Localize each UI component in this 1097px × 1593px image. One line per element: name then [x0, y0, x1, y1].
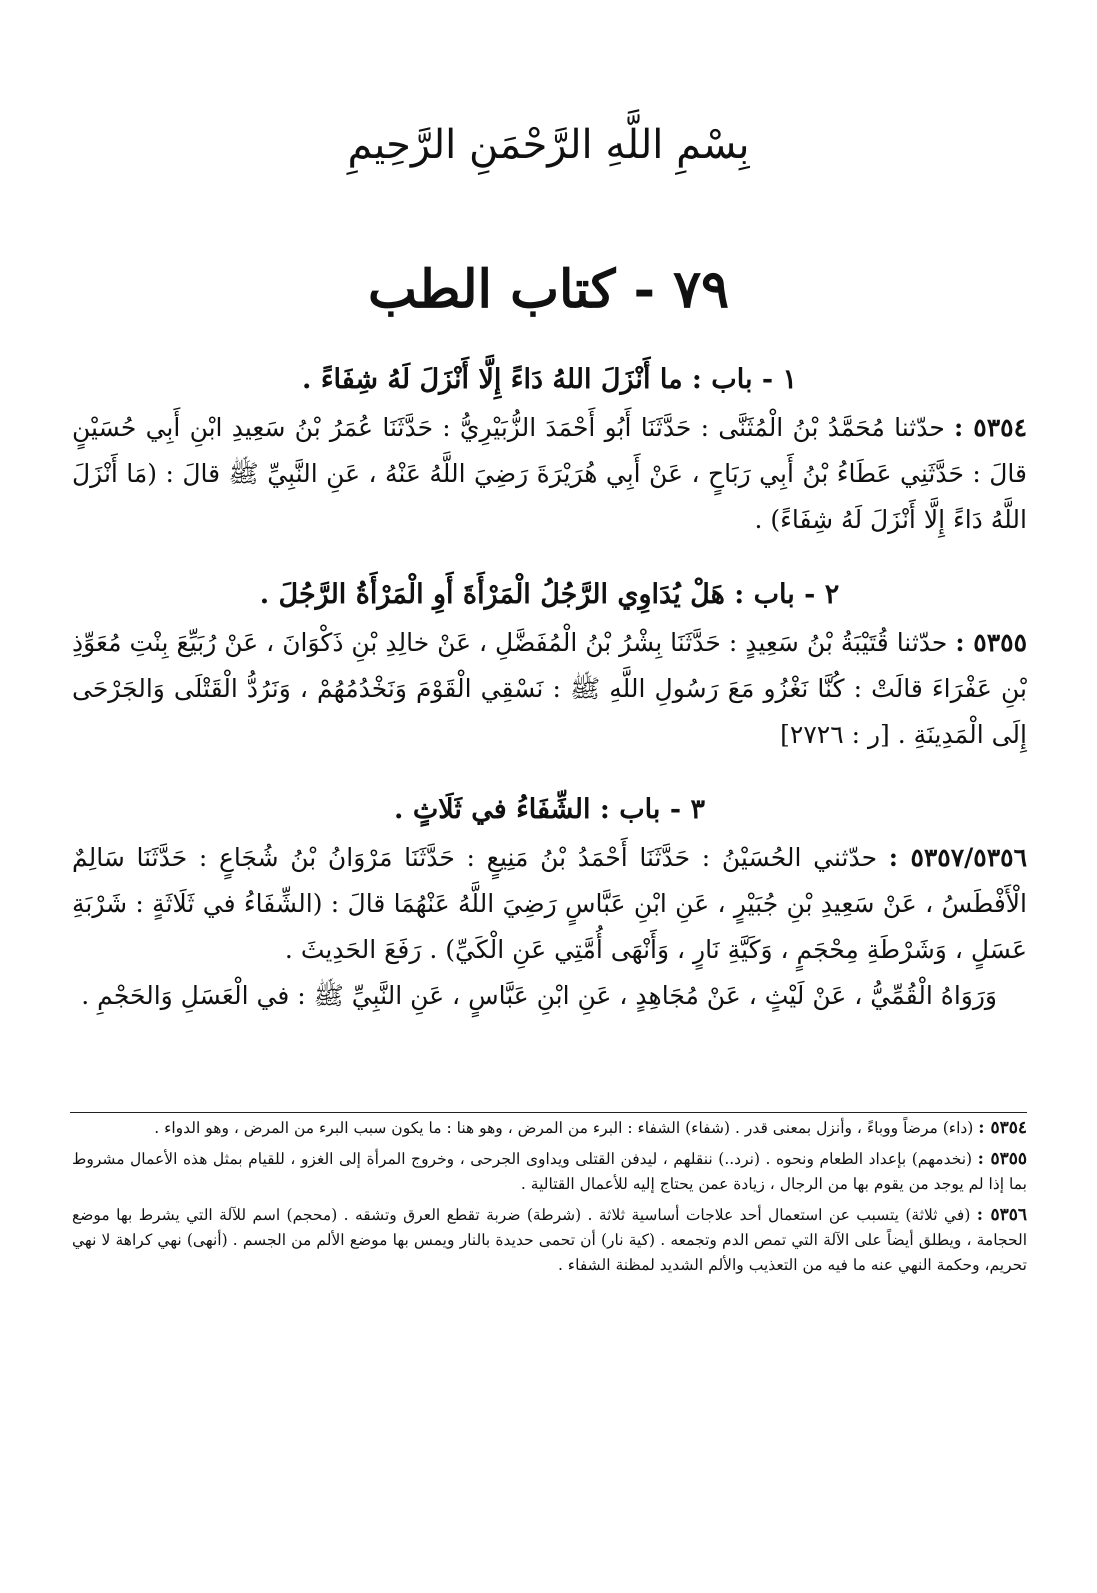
basmala-calligraphy: بِسْمِ اللَّهِ الرَّحْمَنِ الرَّحِيمِ [347, 122, 750, 168]
bab-heading: ٣ - باب : الشِّفَاءُ في ثَلَاثٍ . [394, 794, 705, 825]
footnote-number: ٥٣٥٤ : [978, 1118, 1027, 1138]
hadith-body: حدّثنا مُحَمَّدُ بْنُ الْمُثَنَّى : حَدَّثَنَا أَبُو أَحْمَدَ الزُّبَيْرِيُّ : حَدَّثَنَا عُمَرُ بْنُ سَعِيدِ ابْنِ أَبِي حُسَيْنٍ قالَ : حَدَّثَنِي عَطَاءُ بْنُ أَبِي رَبَاحٍ ، عَنْ أَبِي هُرَيْرَةَ رَضِيَ اللَّهُ عَنْهُ ، عَنِ النَّبِيِّ ﷺ قالَ : (مَا أَنْزَلَ اللَّهُ دَاءً إِلَّا أَنْزَلَ لَهُ شِفَاءً) . [72, 413, 1027, 534]
footnote-divider [70, 1112, 1027, 1113]
section-1 [72, 355, 1027, 543]
bab-heading: ٢ - باب : هَلْ يُدَاوِي الرَّجُلُ الْمَرْأَةَ أَوِ الْمَرْأَةُ الرَّجُلَ . [259, 579, 840, 610]
footnote-text: (داء) مرضاً ووباءً ، وأنزل بمعنى قدر . (شفاء) الشفاء : البرء من المرض ، وهو هنا : ما يكون سبب البرء من المرض ، وهو الدواء . [154, 1119, 974, 1137]
footnote-number: ٥٣٥٦ : [976, 1205, 1027, 1225]
footnote-item [72, 1147, 1027, 1197]
hadith-number: ٥٣٥٤ : [954, 413, 1027, 442]
book-title: ٧٩ - كتاب الطب [367, 259, 729, 320]
footnote-text: (في ثلاثة) يتسبب عن استعمال أحد علاجات أساسية ثلاثة . (شرطة) ضربة تقطع العرق وتشقه . (محجم) اسم للآلة التي يشرط بها موضع الحجامة ، ويطلق أيضاً على الآلة التي تمص الدم وتجمعه . (كية نار) أن تحمى حديدة بالنار ويمس بها موضع الألم من الجسم . (أنهى) نهي كراهة لا نهي تحريم، وحكمة النهي عنه ما فيه من التعذيب والألم الشديد لمظنة الشفاء . [72, 1206, 1027, 1274]
footnotes [72, 1116, 1027, 1278]
hadith-text [72, 405, 1027, 543]
hadith-number: ٥٣٥٧/٥٣٥٦ : [888, 843, 1027, 872]
hadith-number: ٥٣٥٥ : [955, 628, 1027, 657]
hadith-body: حدّثني الحُسَيْنُ : حَدَّثَنَا أَحْمَدُ بْنُ مَنِيعٍ : حَدَّثَنَا مَرْوَانُ بْنُ شُجَاعٍ : حَدَّثَنَا سَالِمٌ الْأَفْطَسُ ، عَنْ سَعِيدِ بْنِ جُبَيْرٍ ، عَنِ ابْنِ عَبَّاسٍ رَضِيَ اللَّهُ عَنْهُمَا قالَ : (الشِّفَاءُ في ثَلَاثَةٍ : شَرْبَةِ عَسَلٍ ، وَشَرْطَةِ مِحْجَمٍ ، وَكَيَّةِ نَارٍ ، وَأَنْهَى أُمَّتِي عَنِ الْكَيِّ) . رَفَعَ الحَدِيثَ . [72, 843, 1027, 964]
footnote-item [72, 1203, 1027, 1278]
footnote-item [72, 1116, 1027, 1141]
hadith-text [72, 835, 1027, 973]
section-2 [72, 570, 1027, 758]
hadith-body: حدّثنا قُتَيْبَةُ بْنُ سَعِيدٍ : حَدَّثَنَا بِشْرُ بْنُ الْمُفَضَّلِ ، عَنْ خالِدِ بْنِ ذَكْوَانَ ، عَنْ رُبَيِّعَ بِنْتِ مُعَوِّذِ بْنِ عَفْرَاءَ قالَتْ : كُنَّا نَغْزُو مَعَ رَسُولِ اللَّهِ ﷺ : نَسْقِي الْقَوْمَ وَنَخْدُمُهُمْ ، وَنَرُدُّ الْقَتْلَى وَالجَرْحَى إِلَى الْمَدِينَةِ . [ر : ٢٧٢٦] [72, 628, 1027, 749]
section-3 [72, 785, 1027, 1019]
hadith-text-continued: وَرَوَاهُ الْقُمِّيُّ ، عَنْ لَيْثٍ ، عَنْ مُجَاهِدٍ ، عَنِ ابْنِ عَبَّاسٍ ، عَنِ النَّبِيِّ ﷺ : في الْعَسَلِ وَالحَجْمِ . [81, 981, 997, 1010]
footnote-text: (نخدمهم) بإعداد الطعام ونحوه . (نرد..) ننقلهم ، ليدفن القتلى ويداوى الجرحى ، وخروج المرأة إلى الغزو ، للقيام بمثل هذه الأعمال مشروط بما إذا لم يوجد من يقوم بها من الرجال ، زيادة عمن يحتاج إليه للأعمال القتالية . [72, 1150, 1027, 1193]
hadith-text [72, 620, 1027, 758]
footnote-number: ٥٣٥٥ : [977, 1149, 1027, 1169]
bab-heading: ١ - باب : ما أَنْزَلَ اللهُ دَاءً إِلَّا أَنْزَلَ لَهُ شِفَاءً . [302, 364, 797, 395]
